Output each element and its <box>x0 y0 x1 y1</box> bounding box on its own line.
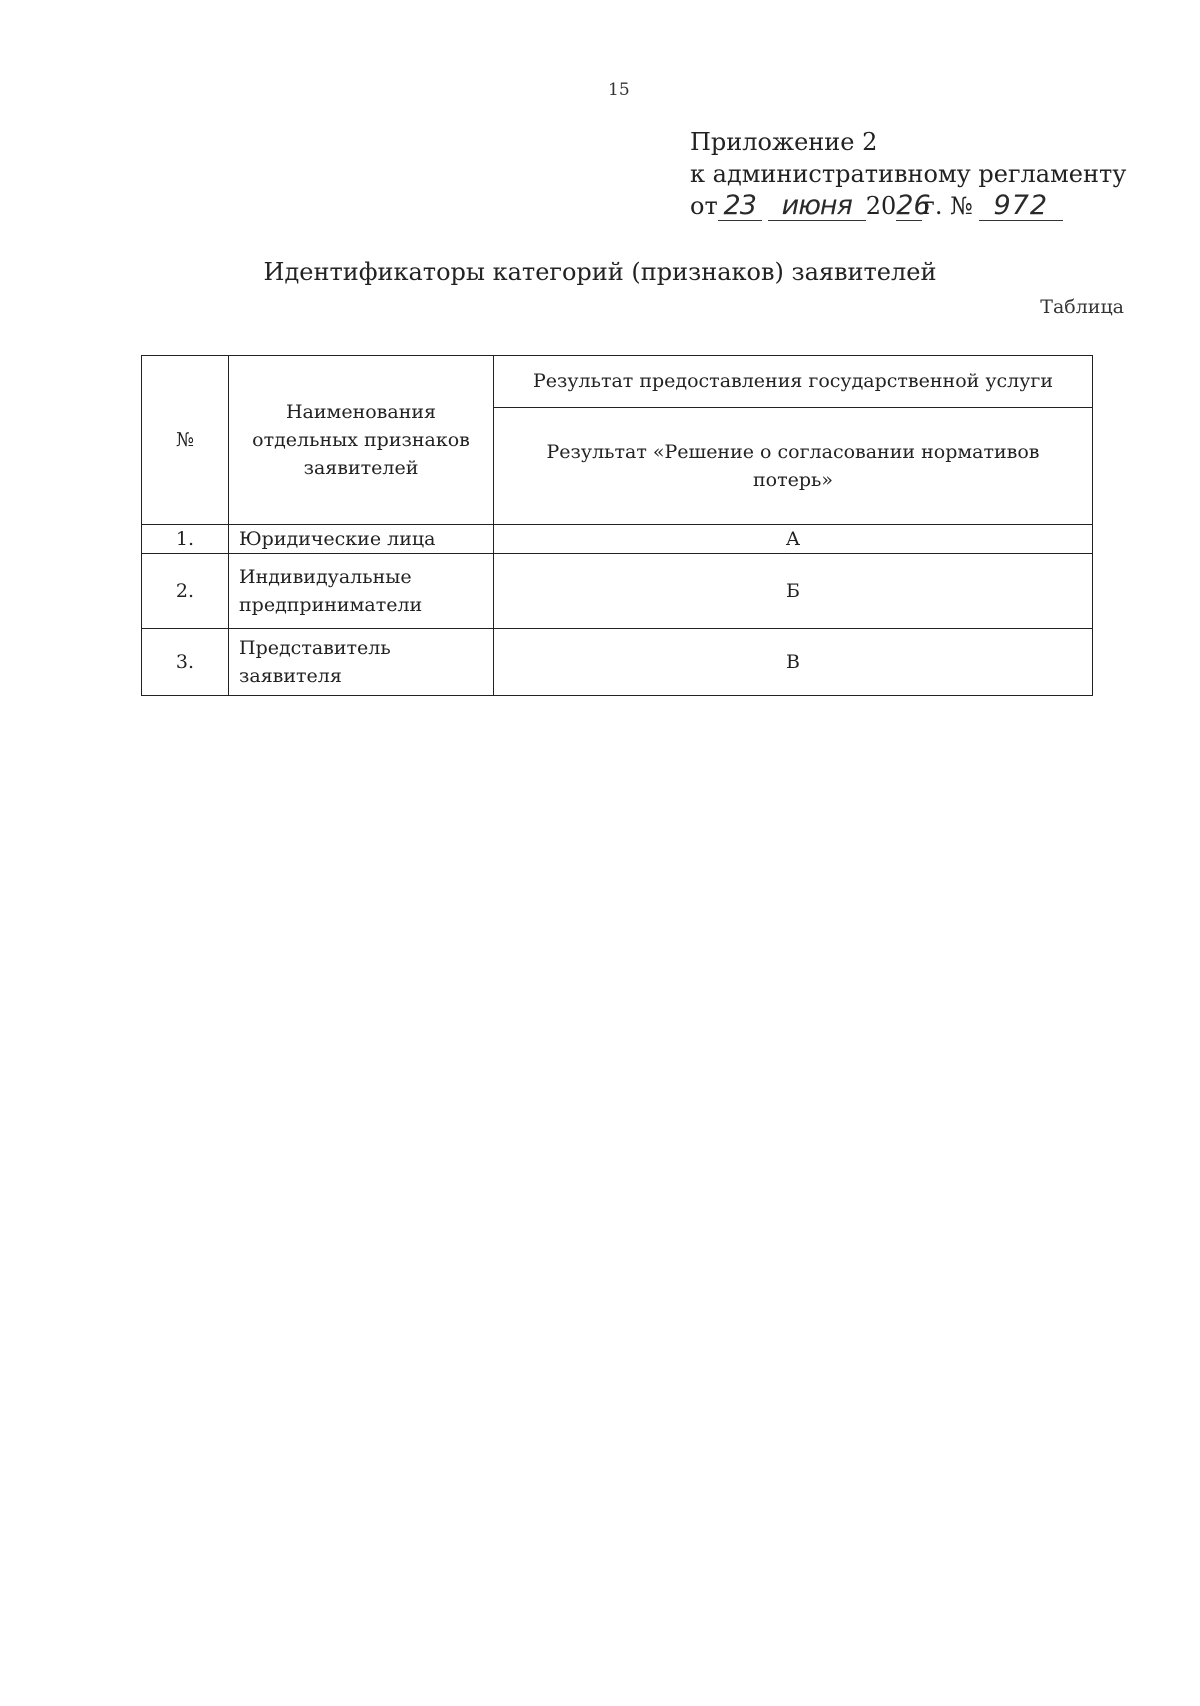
page-number: 15 <box>608 80 630 100</box>
row-name: Юридические лица <box>229 525 494 554</box>
appendix-date-line <box>690 190 1126 222</box>
row-name: Индивидуальные предприниматели <box>229 554 494 629</box>
header-name: Наименования отдельных признаков заявителей <box>229 356 494 525</box>
header-result-group: Результат предоставления государственной услуги <box>494 356 1093 408</box>
table-caption: Таблица <box>1040 296 1124 318</box>
table-row <box>142 629 1093 696</box>
appendix-block <box>690 126 1126 222</box>
row-value: А <box>494 525 1093 554</box>
appendix-subtitle: к административному регламенту <box>690 160 1127 188</box>
date-prefix: от <box>690 192 718 220</box>
row-number: 3. <box>142 629 229 696</box>
identifiers-table <box>141 355 1093 696</box>
handwritten-day: 23 <box>718 192 762 221</box>
table-row <box>142 554 1093 629</box>
handwritten-document-number: 972 <box>979 192 1063 221</box>
handwritten-year: 26 <box>896 190 931 221</box>
appendix-title: Приложение 2 <box>690 128 878 156</box>
table-header-row <box>142 356 1093 408</box>
header-number: № <box>142 356 229 525</box>
row-value: Б <box>494 554 1093 629</box>
row-number: 2. <box>142 554 229 629</box>
row-value: В <box>494 629 1093 696</box>
year-prefix: 20 <box>865 192 897 220</box>
document-title: Идентификаторы категорий (признаков) заявителей <box>263 258 937 286</box>
header-result: Результат «Решение о согласовании нормативов потерь» <box>494 407 1093 524</box>
table-row <box>142 525 1093 554</box>
row-number: 1. <box>142 525 229 554</box>
year-postfix: г. № <box>922 192 973 220</box>
handwritten-month: июня <box>768 192 866 221</box>
row-name: Представитель заявителя <box>229 629 494 696</box>
